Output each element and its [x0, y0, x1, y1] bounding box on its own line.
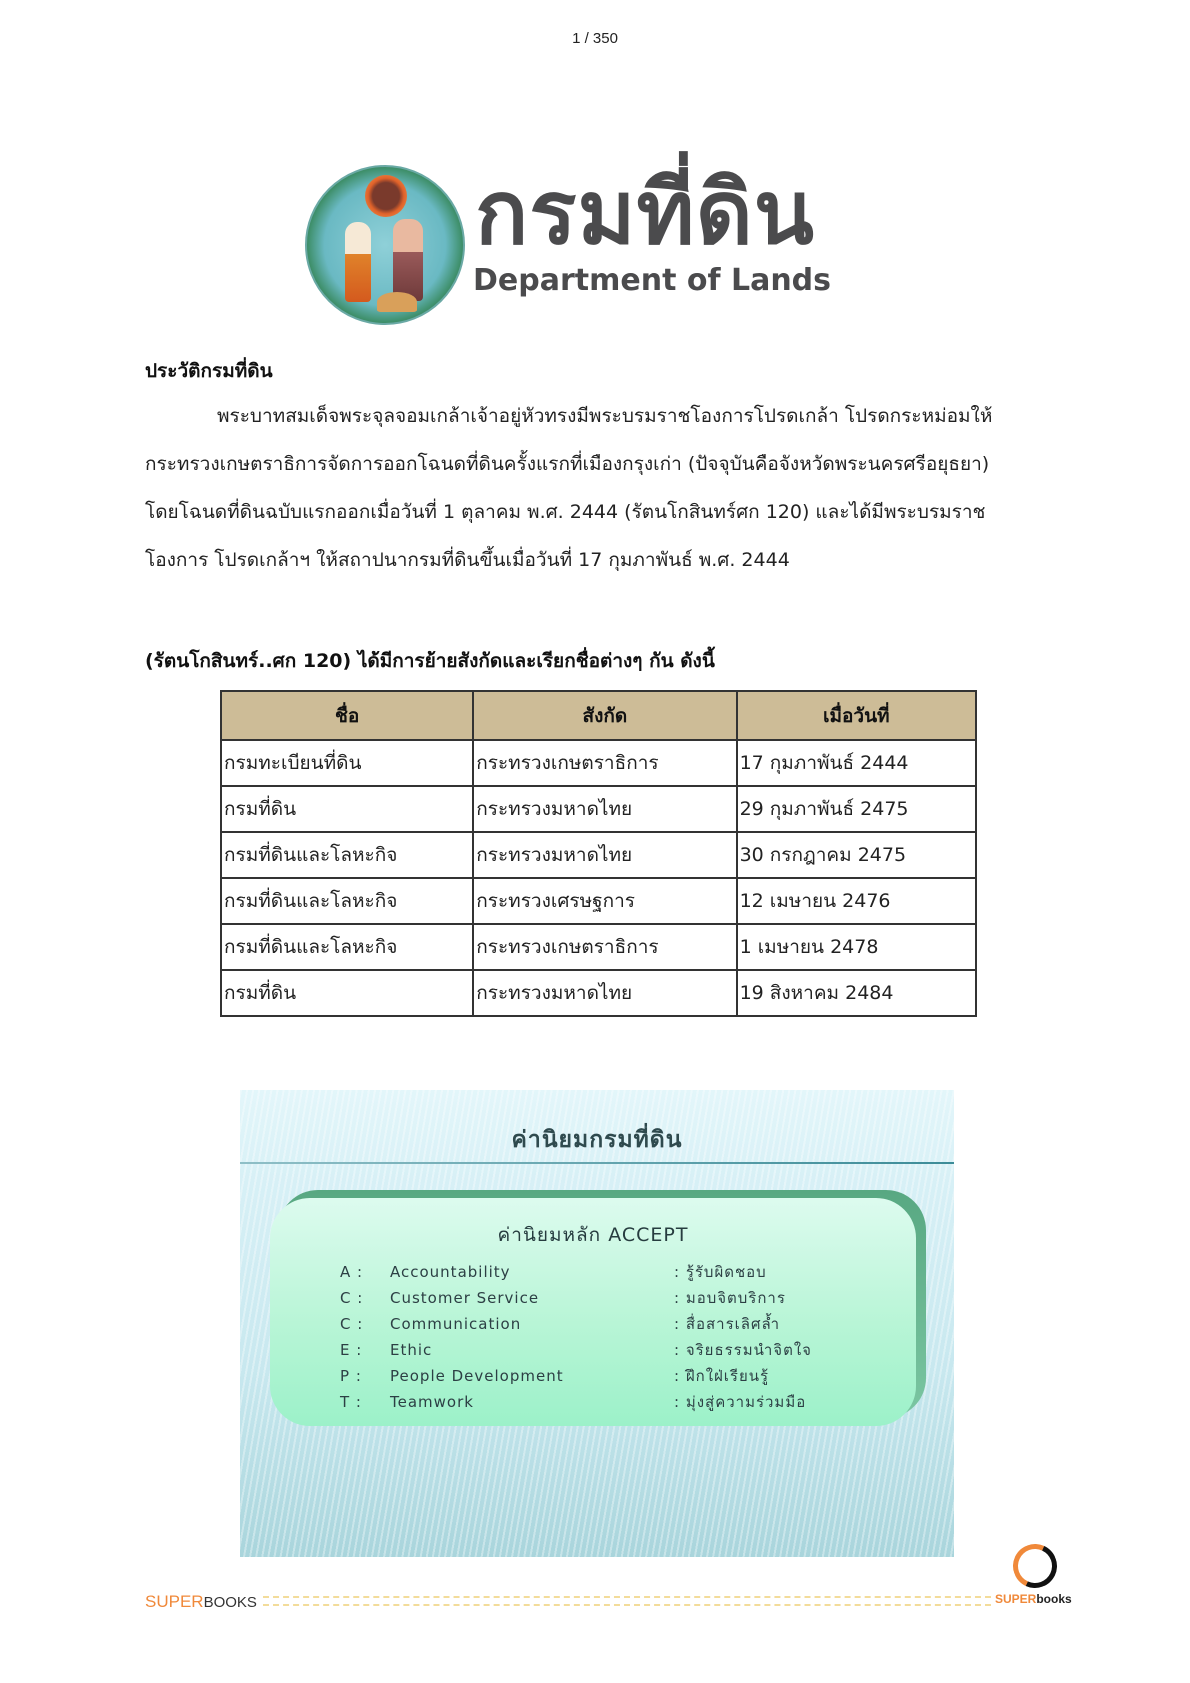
value-item — [340, 1286, 786, 1310]
column-header-name: ชื่อ — [221, 691, 473, 740]
value-english: Teamwork — [390, 1393, 474, 1411]
column-header-ministry: สังกัด — [473, 691, 736, 740]
cell-ministry: กระทรวงมหาดไทย — [473, 832, 736, 878]
history-heading: ประวัติกรมที่ดิน — [145, 360, 273, 382]
cell-date: 19 สิงหาคม 2484 — [737, 970, 976, 1016]
footer-divider — [263, 1596, 991, 1606]
table-row — [221, 786, 976, 832]
wordmark-super: SUPER — [995, 1592, 1037, 1606]
cell-date: 12 เมษายน 2476 — [737, 878, 976, 924]
table-row — [221, 924, 976, 970]
department-seal-icon — [305, 165, 465, 325]
value-thai: : จริยธรรมนำจิตใจ — [674, 1341, 812, 1359]
cell-date: 17 กุมภาพันธ์ 2444 — [737, 740, 976, 786]
cell-ministry: กระทรวงเกษตราธิการ — [473, 740, 736, 786]
value-item — [340, 1260, 767, 1284]
paragraph-line: พระบาทสมเด็จพระจุลจอมเกล้าเจ้าอยู่หัวทรงมีพระบรมราชโองการโปรดเกล้า โปรดกระหม่อมให้ — [217, 405, 993, 427]
page-indicator: 1 / 350 — [572, 30, 618, 47]
value-letter: P : — [340, 1367, 362, 1385]
cell-name: กรมที่ดินและโลหะกิจ — [221, 832, 473, 878]
lion-emblem-icon — [365, 175, 407, 217]
cell-ministry: กระทรวงมหาดไทย — [473, 786, 736, 832]
paragraph-line: โองการ โปรดเกล้าฯ ให้สถาปนากรมที่ดินขึ้นเมื่อวันที่ 17 กุมภาพันธ์ พ.ศ. 2444 — [145, 549, 790, 571]
table-row — [221, 832, 976, 878]
value-english: Ethic — [390, 1341, 433, 1359]
cell-name: กรมที่ดิน — [221, 970, 473, 1016]
history-paragraph — [145, 392, 1050, 584]
value-letter: T : — [340, 1393, 362, 1411]
table-section-heading: (รัตนโกสินทร์..ศก 120) ได้มีการย้ายสังกัดและเรียกชื่อต่างๆ กัน ดังนี้ — [145, 650, 715, 672]
table-header-row — [221, 691, 976, 740]
value-thai: : ฝึกใฝ่เรียนรู้ — [674, 1367, 770, 1385]
value-item — [340, 1390, 806, 1414]
table-row — [221, 970, 976, 1016]
values-panel — [270, 1198, 916, 1426]
value-thai: : สื่อสารเลิศล้ำ — [674, 1315, 781, 1333]
paragraph-line: กระทรวงเกษตราธิการจัดการออกโฉนดที่ดินครั้งแรกที่เมืองกรุงเก่า (ปัจจุบันคือจังหวัดพระนครศรีอยุธยา) — [145, 453, 990, 475]
footer-brand-super: SUPER — [145, 1592, 204, 1611]
superbooks-logo — [995, 1540, 1075, 1610]
rock-icon — [377, 292, 417, 312]
value-english: Accountability — [390, 1263, 511, 1281]
table-row — [221, 878, 976, 924]
table-row — [221, 740, 976, 786]
paragraph-line: โดยโฉนดที่ดินฉบับแรกออกเมื่อวันที่ 1 ตุลาคม พ.ศ. 2444 (รัตนโกสินทร์ศก 120) และได้มีพระบรมราช — [145, 501, 986, 523]
cell-date: 1 เมษายน 2478 — [737, 924, 976, 970]
value-thai: : รู้รับผิดชอบ — [674, 1263, 767, 1281]
value-thai: : มุ่งสู่ความร่วมมือ — [674, 1393, 807, 1411]
figure-right-icon — [393, 219, 423, 301]
values-title-rule — [240, 1162, 954, 1164]
values-panel-title: ค่านิยมหลัก ACCEPT — [497, 1224, 689, 1246]
column-header-date: เมื่อวันที่ — [737, 691, 976, 740]
value-letter: C : — [340, 1289, 364, 1307]
wordmark-books: books — [1036, 1592, 1072, 1606]
superbooks-wordmark — [995, 1592, 1072, 1606]
value-item — [340, 1364, 769, 1388]
cell-ministry: กระทรวงเกษตราธิการ — [473, 924, 736, 970]
page-footer — [145, 1592, 1075, 1616]
value-english: Communication — [390, 1315, 522, 1333]
logo-thai-name: กรมที่ดิน — [475, 161, 815, 264]
value-letter: A : — [340, 1263, 364, 1281]
cell-date: 30 กรกฎาคม 2475 — [737, 832, 976, 878]
cell-name: กรมที่ดิน — [221, 786, 473, 832]
core-values-graphic — [240, 1090, 954, 1557]
value-english: People Development — [390, 1367, 564, 1385]
value-item — [340, 1338, 812, 1362]
value-thai: : มอบจิตบริการ — [674, 1289, 786, 1307]
department-history-table — [220, 690, 977, 1017]
value-english: Customer Service — [390, 1289, 540, 1307]
department-logo — [305, 160, 885, 330]
values-title: ค่านิยมกรมที่ดิน — [511, 1127, 683, 1153]
value-letter: E : — [340, 1341, 363, 1359]
figure-left-icon — [345, 222, 371, 302]
cell-name: กรมทะเบียนที่ดิน — [221, 740, 473, 786]
value-item — [340, 1312, 780, 1336]
cell-name: กรมที่ดินและโลหะกิจ — [221, 878, 473, 924]
cell-name: กรมที่ดินและโลหะกิจ — [221, 924, 473, 970]
cell-date: 29 กุมภาพันธ์ 2475 — [737, 786, 976, 832]
value-letter: C : — [340, 1315, 364, 1333]
footer-brand-books: BOOKS — [203, 1594, 257, 1611]
logo-english-name: Department of Lands — [473, 263, 832, 298]
cell-ministry: กระทรวงมหาดไทย — [473, 970, 736, 1016]
cell-ministry: กระทรวงเศรษฐการ — [473, 878, 736, 924]
swirl-icon — [1007, 1538, 1063, 1594]
footer-brand — [145, 1592, 257, 1612]
